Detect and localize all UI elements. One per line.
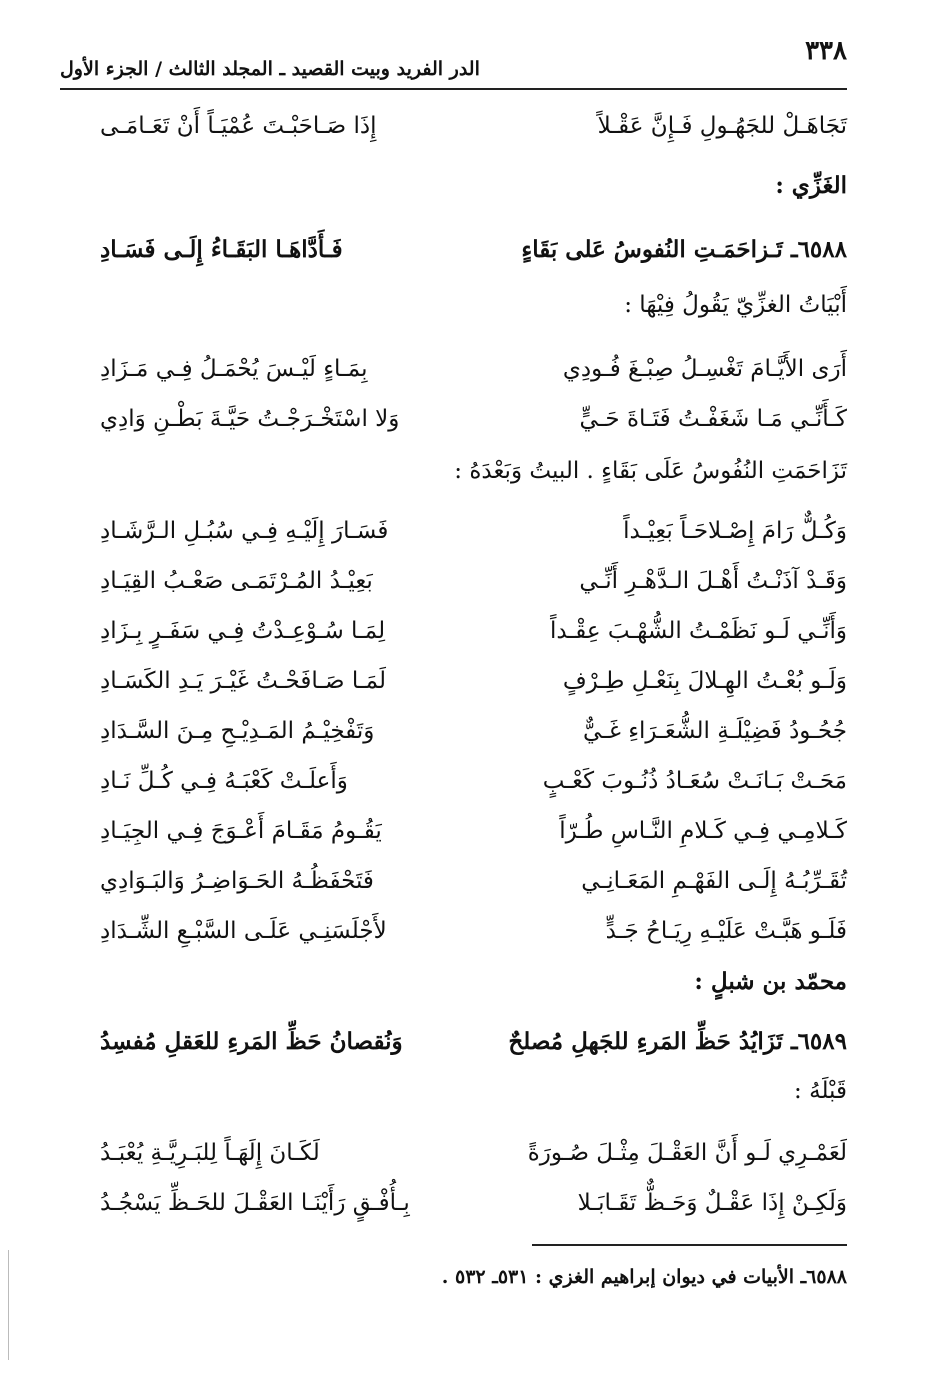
first-hemistich: كَـأَنِّـي مَـا شَغَفْـتُ فَتَـاةَ حَـيٍّ <box>579 406 847 432</box>
second-hemistich: لأَجْلَسَنِـي عَلَـى السَّبْـعِ الشِّـدَادِ <box>100 918 387 944</box>
first-hemistich: تُقَـرِّبُـهُ إِلَـى الفَهْـمِ المَعَـانِـي <box>581 868 847 894</box>
verse-line <box>100 1182 847 1232</box>
verse-line <box>100 398 847 448</box>
entry-first-hemistich <box>508 1028 847 1055</box>
scan-edge-mark <box>8 1250 9 1360</box>
first-hemistich: وَلَكِـنْ إِذَا عَقْـلٌ وَحَـظٌّ تَقَـابَـلا <box>577 1190 847 1216</box>
second-hemistich: بِـأُفْـقٍ رَأَيْنَـا العَقْـلَ للحَـظِّ يَسْجُـدُ <box>100 1190 410 1216</box>
second-hemistich: بِمَـاءٍ لَيْـسَ يُحْمَـلُ فِـي مَـزَادِ <box>100 356 368 382</box>
verse-line <box>100 860 847 910</box>
second-hemistich: لَمَـا صَـافَحْـتُ غَيْـرَ يَـدِ الكَسَـادِ <box>100 668 386 694</box>
prose-line: تَزَاحَمَتِ النُفُوسُ عَلَى بَقَاءٍ . البيتُ وَبَعْدَهُ : <box>454 458 847 484</box>
page-header <box>60 36 847 84</box>
verse-line <box>100 348 847 398</box>
verse-line <box>100 510 847 560</box>
verse-line <box>100 560 847 610</box>
footnote: ٦٥٨٨ـ الأبيات في ديوان إبراهيم الغزي : ٥٣١ـ ٥٣٢ . <box>441 1266 847 1288</box>
entry-second-hemistich: فَـأَدَّاهَـا البَقَـاءُ إِلَـى فَسَـادِ <box>100 236 343 263</box>
page-number: ٣٣٨ <box>805 36 847 66</box>
first-hemistich: وَكُـلٌّ رَامَ إِصْـلاحَـاً بَعِيْـداً <box>623 518 847 544</box>
running-title: الدر الفريد وبيت القصيد ـ المجلد الثالث / الجزء الأول <box>60 58 480 80</box>
entry-number: ٦٥٨٩ـ <box>790 1028 847 1055</box>
second-hemistich: لَكَـانَ إِلَهَـاً لِلبَـرِيَّـةِ يُعْبَـدُ <box>100 1140 320 1166</box>
poet-attribution: محمّد بن شبلٍ : <box>694 968 847 995</box>
first-hemistich: وَقَـدْ آذَنْـتُ أَهْـلَ الـدَّهْـرِ أَنِّـي <box>579 568 847 594</box>
first-hemistich: كَـلامِـي فِـي كَـلامِ النَّـاسِ طُـرّاً <box>559 818 847 844</box>
first-hemistich: جُحُـودُ فَضِيْلَـةِ الشُّعَـرَاءِ غَـيٌّ <box>582 718 847 744</box>
verse-line <box>100 810 847 860</box>
verse-line <box>100 710 847 760</box>
verse-line <box>100 910 847 960</box>
entry-text: تَـزاحَمَـتِ النُفوسُ عَلى بَقَاءٍ <box>521 236 783 263</box>
entry-number: ٦٥٨٨ـ <box>790 236 847 263</box>
first-hemistich: وَلَـو بُعْـتُ الهِـلالَ بِنَعْـلِ طِـرْفٍ <box>562 668 847 694</box>
header-divider <box>60 88 847 90</box>
intro-line: أَبْيَاتُ الغزِّيّ يَقُولُ فِيْهَا : <box>624 292 847 318</box>
verse-line <box>100 660 847 710</box>
verse-line <box>100 1132 847 1182</box>
first-hemistich: أَرَى الأَيَّـامَ تَغْسِـلُ صِبْـغَ فُـودِي <box>562 356 847 382</box>
entry-second-hemistich: وَنُقصانُ حَظِّ المَرءِ للعَقلِ مُفسِدُ <box>100 1028 403 1055</box>
footnote-divider <box>532 1244 847 1246</box>
second-hemistich: يَقُـومُ مَقَـامَ أَعْـوَجَ فِـي الجِيَـادِ <box>100 818 382 844</box>
second-hemistich: فَتَحْفَظُـهُ الحَـوَاضِـرُ وَالبَـوَادِي <box>100 868 374 894</box>
second-hemistich: وَلا اسْتَخْـرَجْـتُ حَيَّـةَ بَطْـنِ وَادِي <box>100 406 400 432</box>
second-hemistich: إِذَا صَـاحَبْـتَ عُمْيَـاً أَنْ تَعَـامَـى <box>100 113 377 139</box>
verse-line <box>100 610 847 660</box>
verse-line <box>100 760 847 810</box>
poet-attribution: الغَزِّي : <box>775 172 847 199</box>
second-hemistich: فَسَـارَ إِلَيْـهِ فِـي سُبُـلِ الـرَّشَـادِ <box>100 518 389 544</box>
second-hemistich: لِمَـا سُـوْعِـدْتُ فِـي سَفَـرٍ بِـزَادِ <box>100 618 386 644</box>
entry-6588 <box>100 228 847 278</box>
first-hemistich: لَعَمْـرِي لَـو أَنَّ العَقْـلَ مِثْـلَ صُـورَةً <box>527 1140 847 1166</box>
second-hemistich: بَعِيْـدُ المُـرْتَمَـى صَعْـبُ القِيَـادِ <box>100 568 373 594</box>
first-hemistich: وَأَنِّـي لَـو نَظَمْـتُ الشُّهْـبَ عِقْـداً <box>550 618 847 644</box>
second-hemistich: وَأَعلَـتْ كَعْبَـهُ فِـي كُـلِّ نَـادِ <box>100 768 348 794</box>
verse-line <box>100 105 847 155</box>
prose-line: قَبْلَهُ : <box>794 1078 847 1104</box>
first-hemistich: تَجَاهَـلْ للجَهُـولِ فَـإِنَّ عَقْـلاً <box>597 113 847 139</box>
first-hemistich: فَلَـو هَبَّـتْ عَلَيْـهِ رِيَـاحُ جَـدٍّ <box>605 918 847 944</box>
entry-text: تَزَايُدُ حَظِّ المَرءِ للجَهلِ مُصلحٌ <box>508 1028 783 1055</box>
second-hemistich: وَتَفْخِيْـمُ المَـدِيْـحِ مِـنَ السَّـدَادِ <box>100 718 375 744</box>
entry-first-hemistich <box>521 236 847 263</box>
entry-6589 <box>100 1020 847 1070</box>
first-hemistich: مَحَـتْ بَـانَـتْ سُعَـادُ ذُنُـوبَ كَعْـبٍ <box>542 768 847 794</box>
